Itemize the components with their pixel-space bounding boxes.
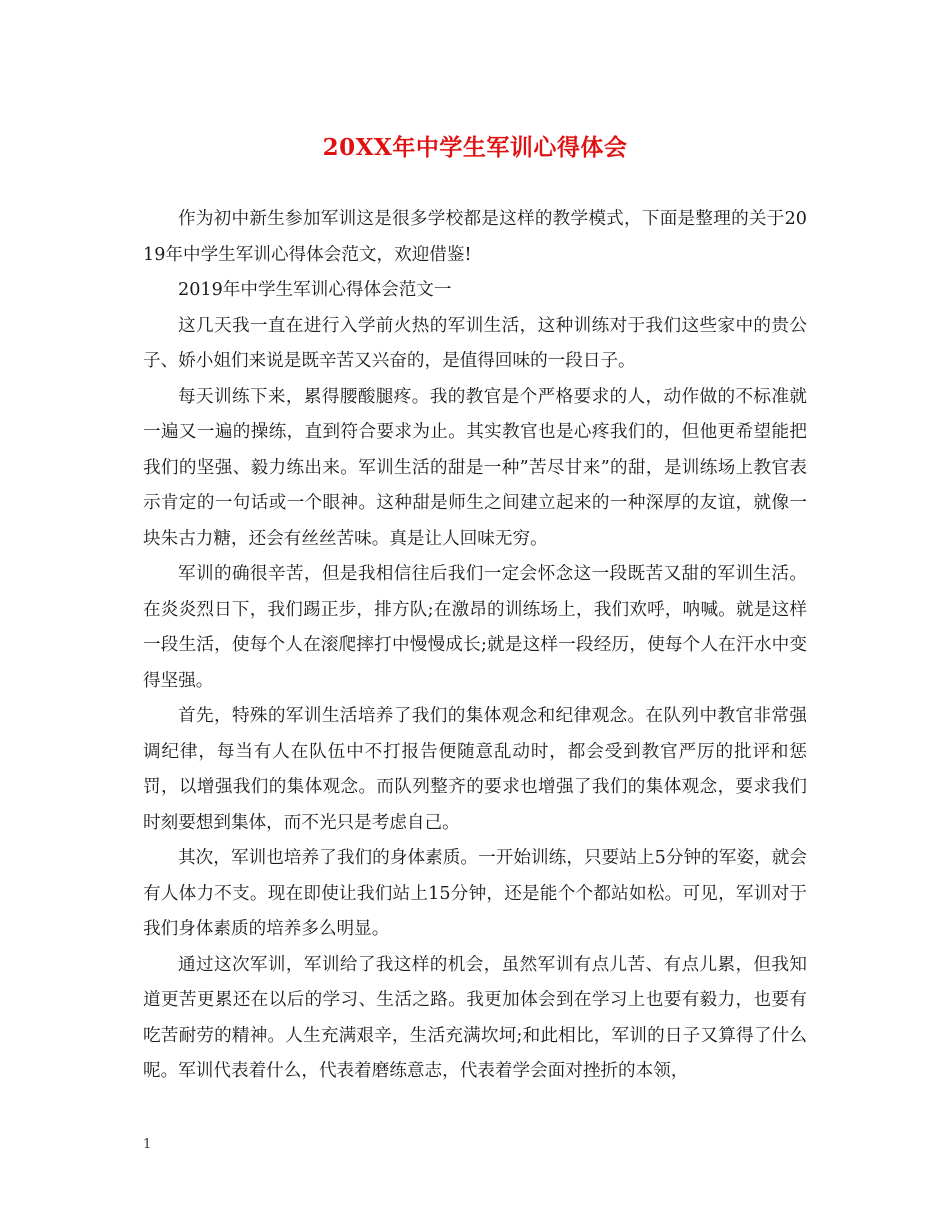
paragraph-2: 每天训练下来，累得腰酸腿疼。我的教官是个严格要求的人，动作做的不标准就一遍又一遍的操练，直到符合要求为止。其实教官也是心疼我们的，但他更希望能把我们的坚强、毅力练出来。军训生活的甜是一种”苦尽甘来”的甜，是训练场上教官表示肯定的一句话或一个眼神。这种甜是师生之间建立起来的一种深厚的友谊，就像一块朱古力糖，还会有丝丝苦味。真是让人回味无穷。: [143, 386, 807, 549]
paragraph-4: 首先，特殊的军训生活培养了我们的集体观念和纪律观念。在队列中教官非常强调纪律，每当有人在队伍中不打报告便随意乱动时，都会受到教官严厉的批评和惩罚，以增强我们的集体观念。而队列整齐的要求也增强了我们的集体观念，要求我们时刻要想到集体，而不光只是考虑自己。: [143, 706, 807, 833]
paragraph-intro: 作为初中新生参加军训这是很多学校都是这样的教学模式，下面是整理的关于2019年中学生军训心得体会范文，欢迎借鉴!: [143, 209, 807, 265]
paragraph-5: 其次，军训也培养了我们的身体素质。一开始训练，只要站上5分钟的军姿，就会有人体力不支。现在即使让我们站上15分钟，还是能个个都站如松。可见，军训对于我们身体素质的培养多么明显。: [143, 848, 807, 939]
page-number: 1: [143, 1137, 152, 1152]
document-body: [143, 202, 807, 1090]
paragraph-subheading: 2019年中学生军训心得体会范文一: [178, 280, 452, 300]
paragraph-1: 这几天我一直在进行入学前火热的军训生活，这种训练对于我们这些家中的贵公子、娇小姐们来说是既辛苦又兴奋的，是值得回味的一段日子。: [143, 315, 807, 371]
document-title: 20XX年中学生军训心得体会: [322, 134, 628, 161]
paragraph-6: 通过这次军训，军训给了我这样的机会，虽然军训有点儿苦、有点儿累，但我知道更苦更累还在以后的学习、生活之路。我更加体会到在学习上也要有毅力，也要有吃苦耐劳的精神。人生充满艰辛，生活充满坎坷;和此相比，军训的日子又算得了什么呢。军训代表着什么，代表着磨练意志，代表着学会面对挫折的本领，: [143, 954, 807, 1081]
paragraph-3: 军训的确很辛苦，但是我相信往后我们一定会怀念这一段既苦又甜的军训生活。在炎炎烈日下，我们踢正步，排方队;在激昂的训练场上，我们欢呼，呐喊。就是这样一段生活，使每个人在滚爬摔打中慢慢成长;就是这样一段经历，使每个人在汗水中变得坚强。: [143, 564, 807, 691]
